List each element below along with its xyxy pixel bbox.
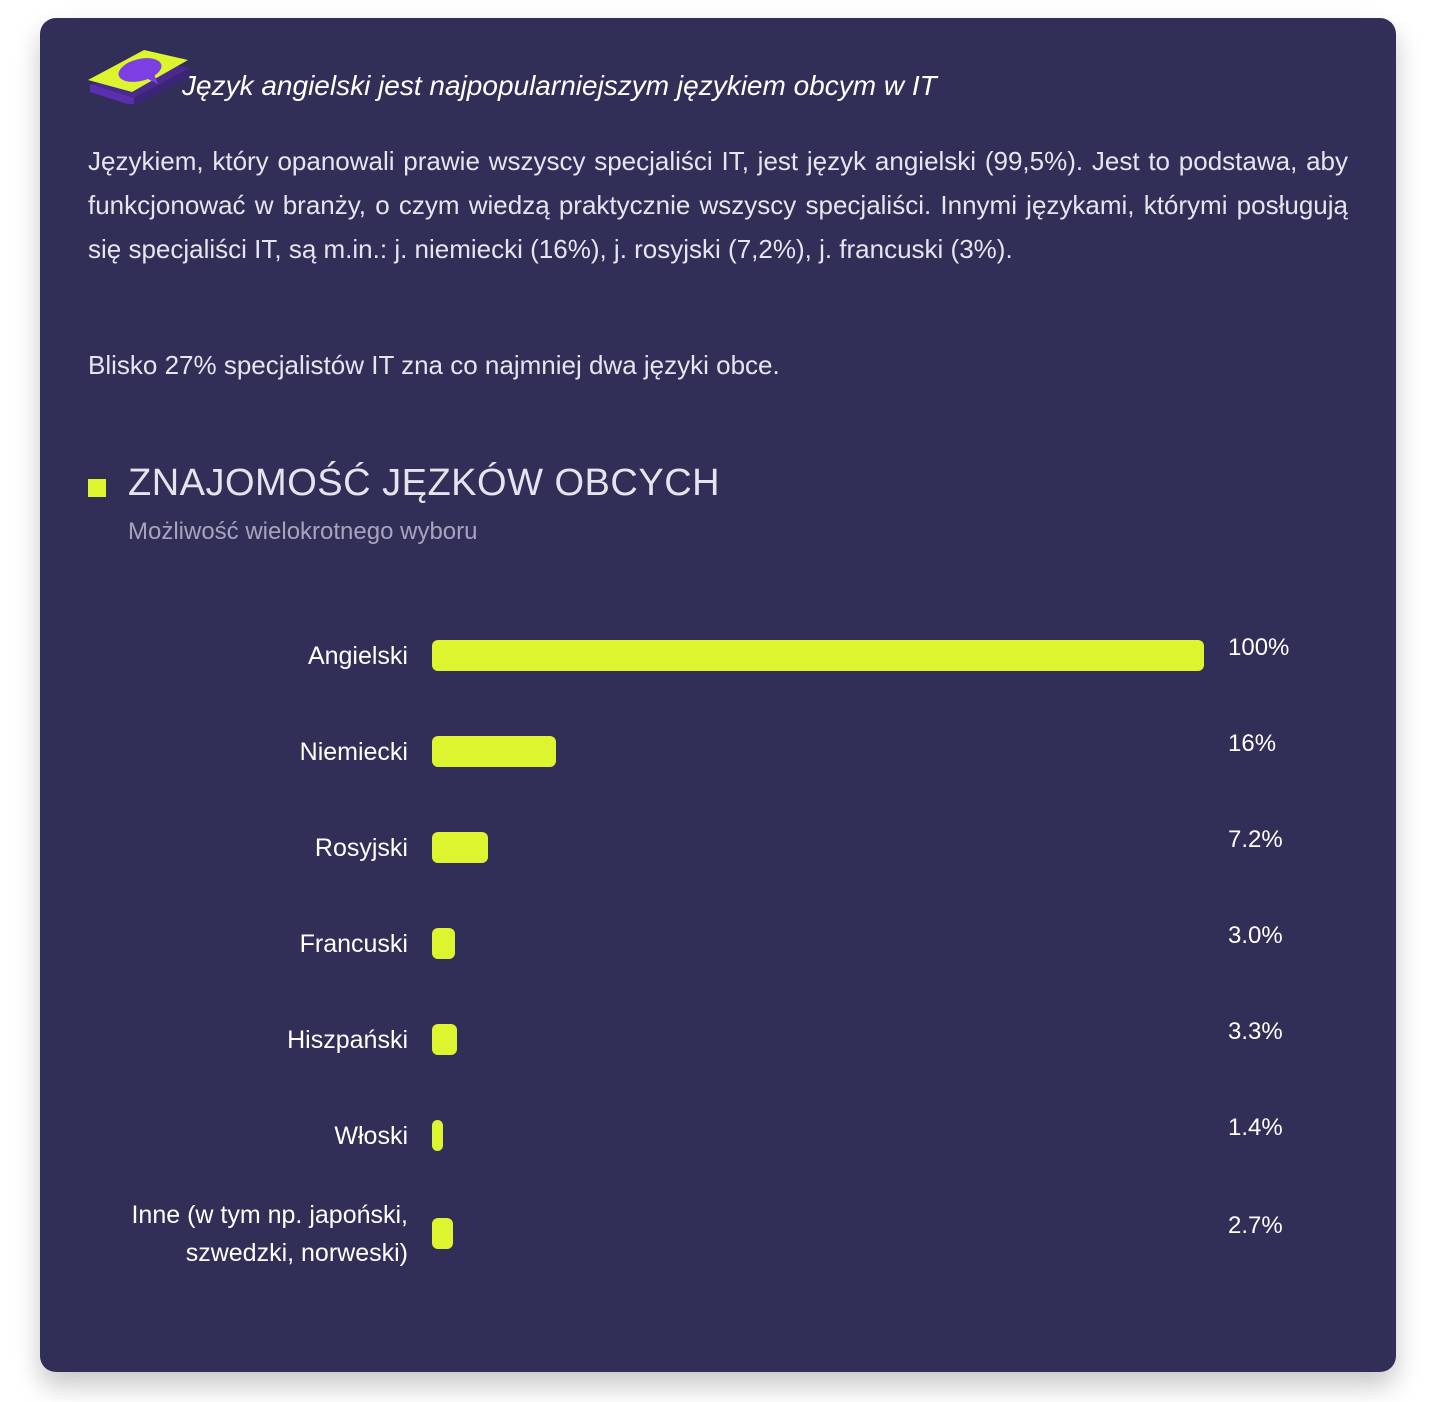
category-label: Niemiecki <box>299 737 408 766</box>
bar <box>432 640 1204 671</box>
category-label: Hiszpański <box>287 1025 408 1054</box>
intro-paragraph: Językiem, który opanowali prawie wszyscy specjaliści IT, jest język angielski (99,5%). Jest to podstawa, aby funkcjonować w branży, o czym wiedzą praktycznie wszyscy specjaliści. Innymi językami, którymi posługują się specjaliści IT, są m.in.: j. niemiecki (16%), j. rosyjski (7,2%), j. francuski (3%). <box>88 146 1348 264</box>
headline: Język angielski jest najpopularniejszym językiem obcym w IT <box>182 70 937 101</box>
bar <box>432 832 488 863</box>
value-label: 3.0% <box>1228 921 1283 949</box>
value-label: 2.7% <box>1228 1211 1283 1239</box>
chart-title: ZNAJOMOŚĆ JĘZKÓW OBCYCH <box>128 462 721 504</box>
value-label: 7.2% <box>1228 825 1283 853</box>
value-label: 16% <box>1228 729 1277 757</box>
bar <box>432 1024 457 1055</box>
content-card <box>40 18 1396 1372</box>
category-label: Włoski <box>334 1121 408 1150</box>
category-label: Rosyjski <box>314 833 408 862</box>
bar <box>432 928 455 959</box>
value-label: 3.3% <box>1228 1017 1283 1045</box>
value-label: 1.4% <box>1228 1113 1283 1141</box>
bar <box>432 1120 443 1151</box>
category-label: Francuski <box>299 929 408 958</box>
category-label: Angielski <box>307 641 408 670</box>
category-label: Inne (w tym np. japoński, szwedzki, norweski) <box>131 1200 408 1267</box>
speech-bubble-logo-icon <box>84 40 194 104</box>
value-label: 100% <box>1228 633 1290 661</box>
summary-paragraph: Blisko 27% specjalistów IT zna co najmniej dwa języki obce. <box>88 350 780 380</box>
chart-subtitle: Możliwość wielokrotnego wyboru <box>128 518 478 545</box>
bar <box>432 1218 453 1249</box>
bar <box>432 736 556 767</box>
title-square-marker <box>88 479 106 497</box>
